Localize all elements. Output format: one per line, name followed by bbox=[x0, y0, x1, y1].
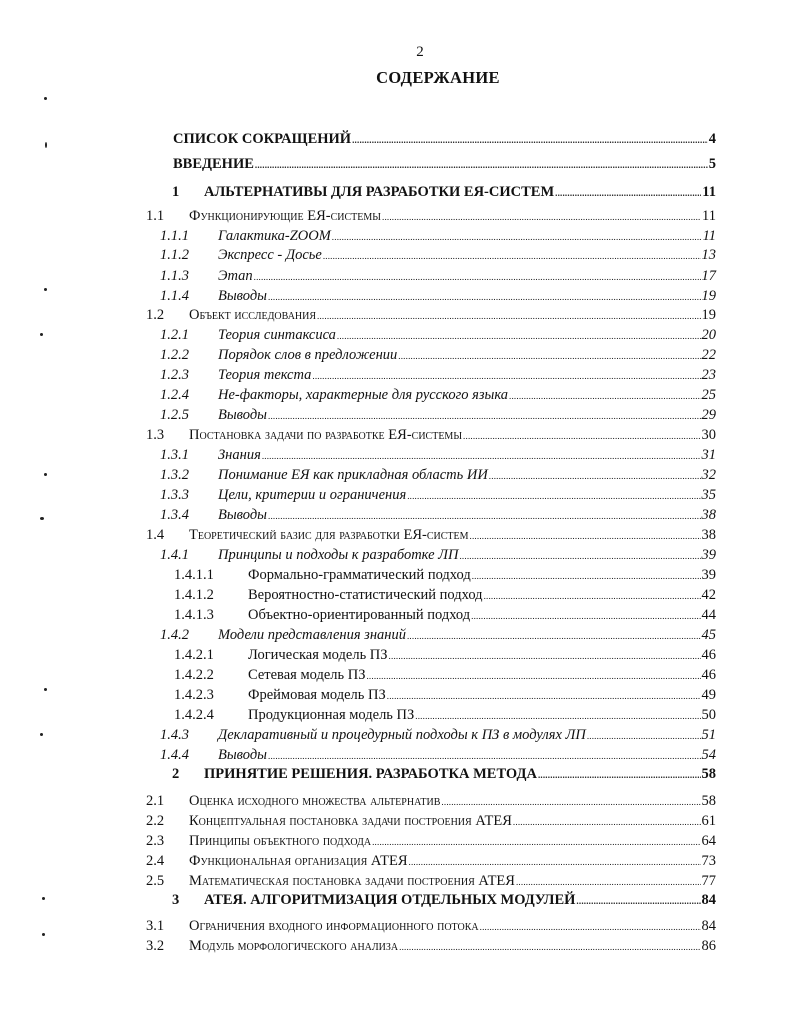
toc-entry-number: 1.4.1 bbox=[160, 547, 189, 563]
toc-entry-page: 39 bbox=[701, 547, 716, 563]
toc-entry-number: 1.4.2.3 bbox=[174, 687, 214, 703]
scan-speck bbox=[40, 733, 43, 736]
toc-entry bbox=[0, 155, 799, 173]
scan-speck bbox=[42, 897, 45, 900]
toc-entry-number: 1.1.3 bbox=[160, 268, 189, 284]
toc-dot-leader bbox=[352, 131, 708, 149]
toc-entry bbox=[0, 526, 799, 544]
toc-entry-number: 1.4.1.1 bbox=[174, 567, 214, 583]
toc-entry-number: 1.1 bbox=[146, 208, 165, 224]
toc-entry-number: 1.2.2 bbox=[160, 347, 189, 363]
toc-entry-number: 1.4.1.2 bbox=[174, 587, 214, 603]
toc-entry bbox=[0, 506, 799, 524]
toc-entry-page: 11 bbox=[702, 208, 716, 224]
toc-dot-leader bbox=[382, 208, 701, 226]
toc-entry-title: Функциональная организация АТЕЯ bbox=[189, 853, 408, 869]
toc-entry-number: 1.1.4 bbox=[160, 288, 189, 304]
toc-entry bbox=[0, 267, 799, 285]
toc-dot-leader bbox=[484, 587, 701, 605]
toc-entry-number: 1.3.1 bbox=[160, 447, 189, 463]
toc-entry-number: 1.3.4 bbox=[160, 507, 189, 523]
page-title: СОДЕРЖАНИЕ bbox=[376, 68, 500, 87]
toc-entry-page: 13 bbox=[701, 247, 716, 263]
toc-entry-title: АЛЬТЕРНАТИВЫ ДЛЯ РАЗРАБОТКИ ЕЯ-СИСТЕМ bbox=[204, 184, 555, 200]
toc-dot-leader bbox=[268, 288, 701, 306]
toc-entry bbox=[0, 486, 799, 504]
toc-entry-title: Порядок слов в предложении bbox=[218, 347, 398, 363]
toc-dot-leader bbox=[471, 607, 700, 625]
toc-entry-number: 1.1.2 bbox=[160, 247, 189, 263]
toc-entry bbox=[0, 832, 799, 850]
toc-entry-page: 46 bbox=[701, 667, 716, 683]
toc-entry-number: 3 bbox=[172, 892, 180, 908]
toc-entry-page: 77 bbox=[701, 873, 716, 889]
toc-entry bbox=[0, 346, 799, 364]
toc-entry-title: Этап bbox=[218, 268, 253, 284]
toc-entry-number: 1.2.1 bbox=[160, 327, 189, 343]
toc-entry-title: Галактика-ZOOM bbox=[218, 228, 331, 244]
toc-entry-page: 73 bbox=[701, 853, 716, 869]
toc-entry-title: Концептуальная постановка задачи построения АТЕЯ bbox=[189, 813, 512, 829]
toc-entry bbox=[0, 872, 799, 890]
toc-entry-number: 1.2.3 bbox=[160, 367, 189, 383]
toc-entry-page: 39 bbox=[701, 567, 716, 583]
scan-speck bbox=[44, 473, 47, 476]
scan-speck bbox=[40, 517, 44, 520]
toc-entry bbox=[0, 246, 799, 264]
toc-dot-leader bbox=[415, 707, 700, 725]
toc-entry-number: 2.4 bbox=[146, 853, 165, 869]
toc-entry-number: 3.1 bbox=[146, 918, 165, 934]
toc-entry bbox=[0, 566, 799, 584]
toc-entry bbox=[0, 183, 799, 201]
toc-entry-page: 29 bbox=[701, 407, 716, 423]
toc-entry-page: 64 bbox=[701, 833, 716, 849]
toc-entry-number: 3.2 bbox=[146, 938, 165, 954]
toc-entry-page: 17 bbox=[701, 268, 716, 284]
toc-dot-leader bbox=[312, 367, 700, 385]
toc-entry bbox=[0, 765, 799, 783]
toc-entry-title: АТЕЯ. АЛГОРИТМИЗАЦИЯ ОТДЕЛЬНЫХ МОДУЛЕЙ bbox=[204, 892, 576, 908]
toc-entry-title: Знания bbox=[218, 447, 261, 463]
toc-entry-number: 1.2.5 bbox=[160, 407, 189, 423]
toc-entry-title: Экспресс - Досье bbox=[218, 247, 322, 263]
toc-dot-leader bbox=[398, 347, 700, 365]
scan-speck bbox=[40, 333, 43, 336]
toc-dot-leader bbox=[407, 487, 700, 505]
toc-entry-number: 1.4.2.1 bbox=[174, 647, 214, 663]
toc-entry-page: 58 bbox=[701, 793, 716, 809]
toc-entry-title: Оценка исходного множества альтернатив bbox=[189, 793, 441, 809]
toc-entry-page: 61 bbox=[701, 813, 716, 829]
toc-entry-page: 19 bbox=[701, 288, 716, 304]
toc-entry-title: Принципы и подходы к разработке ЛП bbox=[218, 547, 459, 563]
toc-entry-page: 84 bbox=[701, 918, 716, 934]
toc-dot-leader bbox=[268, 507, 701, 525]
toc-entry-title: Теория текста bbox=[218, 367, 312, 383]
toc-entry bbox=[0, 686, 799, 704]
toc-dot-leader bbox=[387, 687, 701, 705]
toc-dot-leader bbox=[389, 647, 701, 665]
toc-entry-page: 46 bbox=[701, 647, 716, 663]
toc-entry-title: Принципы объектного подхода bbox=[189, 833, 372, 849]
toc-entry-page: 86 bbox=[701, 938, 716, 954]
toc-entry-title: Логическая модель ПЗ bbox=[248, 647, 388, 663]
toc-entry-page: 20 bbox=[701, 327, 716, 343]
toc-entry-title: Математическая постановка задачи построения АТЕЯ bbox=[189, 873, 515, 889]
toc-entry bbox=[0, 406, 799, 424]
toc-entry-number: 1.2 bbox=[146, 307, 165, 323]
toc-entry-title: Вероятностно-статистический подход bbox=[248, 587, 483, 603]
toc-entry-page: 44 bbox=[701, 607, 716, 623]
toc-entry bbox=[0, 891, 799, 909]
toc-entry-number: 1.4.2 bbox=[160, 627, 189, 643]
toc-entry-title: Выводы bbox=[218, 747, 267, 763]
toc-entry-title: Модели представления знаний bbox=[218, 627, 406, 643]
toc-dot-leader bbox=[268, 407, 701, 425]
toc-entry bbox=[0, 586, 799, 604]
toc-entry-page: 4 bbox=[708, 131, 716, 147]
toc-dot-leader bbox=[399, 938, 700, 956]
toc-entry bbox=[0, 287, 799, 305]
toc-dot-leader bbox=[470, 527, 701, 545]
toc-dot-leader bbox=[323, 247, 701, 265]
toc-entry bbox=[0, 852, 799, 870]
toc-entry-number: 1.2.4 bbox=[160, 387, 189, 403]
toc-entry-title: Понимание ЕЯ как прикладная область ИИ bbox=[218, 467, 488, 483]
toc-entry-title: Выводы bbox=[218, 507, 267, 523]
toc-entry bbox=[0, 446, 799, 464]
toc-entry-title: ПРИНЯТИЕ РЕШЕНИЯ. РАЗРАБОТКА МЕТОДА bbox=[204, 766, 537, 782]
toc-entry-page: 84 bbox=[701, 892, 716, 908]
toc-entry-title: Выводы bbox=[218, 407, 267, 423]
toc-entry bbox=[0, 466, 799, 484]
toc-entry bbox=[0, 917, 799, 935]
toc-entry-number: 2.1 bbox=[146, 793, 165, 809]
toc-entry-number: 1 bbox=[172, 184, 180, 200]
toc-dot-leader bbox=[480, 918, 701, 936]
toc-dot-leader bbox=[407, 627, 701, 645]
toc-entry bbox=[0, 546, 799, 564]
toc-entry-page: 45 bbox=[701, 627, 716, 643]
toc-entry bbox=[0, 426, 799, 444]
toc-dot-leader bbox=[372, 833, 700, 851]
toc-entry bbox=[0, 326, 799, 344]
toc-entry-number: 1.3.3 bbox=[160, 487, 189, 503]
toc-entry bbox=[0, 792, 799, 810]
toc-entry-page: 50 bbox=[701, 707, 716, 723]
scan-speck bbox=[42, 933, 45, 936]
toc-entry-title: Объектно-ориентированный подход bbox=[248, 607, 471, 623]
toc-entry-page: 11 bbox=[702, 184, 716, 200]
page-number: 2 bbox=[416, 44, 424, 60]
toc-dot-leader bbox=[268, 747, 701, 765]
toc-entry-page: 31 bbox=[701, 447, 716, 463]
toc-entry-page: 30 bbox=[701, 427, 716, 443]
toc-entry-title: Ограничения входного информационного потока bbox=[189, 918, 479, 934]
toc-entry bbox=[0, 646, 799, 664]
toc-entry-title: СПИСОК СОКРАЩЕНИЙ bbox=[173, 131, 352, 147]
toc-entry-page: 22 bbox=[701, 347, 716, 363]
toc-entry-number: 1.4.2.4 bbox=[174, 707, 214, 723]
toc-entry-title: Теория синтаксиса bbox=[218, 327, 336, 343]
toc-entry-page: 58 bbox=[701, 766, 716, 782]
toc-entry-page: 38 bbox=[701, 527, 716, 543]
toc-entry bbox=[0, 130, 799, 148]
toc-dot-leader bbox=[459, 547, 700, 565]
toc-entry-number: 2.5 bbox=[146, 873, 165, 889]
toc-entry bbox=[0, 626, 799, 644]
toc-entry-page: 49 bbox=[701, 687, 716, 703]
toc-entry-page: 42 bbox=[701, 587, 716, 603]
toc-dot-leader bbox=[513, 813, 701, 831]
toc-entry bbox=[0, 306, 799, 324]
toc-entry-page: 5 bbox=[708, 156, 716, 172]
toc-entry-number: 1.3.2 bbox=[160, 467, 189, 483]
toc-dot-leader bbox=[441, 793, 700, 811]
toc-dot-leader bbox=[489, 467, 701, 485]
toc-entry-page: 35 bbox=[701, 487, 716, 503]
toc-dot-leader bbox=[576, 892, 700, 910]
scan-speck bbox=[44, 288, 47, 291]
toc-dot-leader bbox=[337, 327, 701, 345]
toc-entry-title: Функционирующие ЕЯ-системы bbox=[189, 208, 381, 224]
toc-entry-page: 11 bbox=[702, 228, 716, 244]
toc-entry bbox=[0, 937, 799, 955]
toc-entry bbox=[0, 746, 799, 764]
scan-speck bbox=[44, 97, 47, 100]
toc-entry bbox=[0, 706, 799, 724]
toc-entry-title: Не-факторы, характерные для русского языка bbox=[218, 387, 509, 403]
toc-entry bbox=[0, 227, 799, 245]
toc-dot-leader bbox=[555, 184, 701, 202]
toc-entry-title: Модуль морфологического анализа bbox=[189, 938, 399, 954]
toc-entry-page: 25 bbox=[701, 387, 716, 403]
toc-entry-title: Цели, критерии и ограничения bbox=[218, 487, 407, 503]
toc-entry bbox=[0, 726, 799, 744]
toc-entry bbox=[0, 812, 799, 830]
toc-dot-leader bbox=[317, 307, 700, 325]
toc-entry-number: 2.2 bbox=[146, 813, 165, 829]
toc-entry bbox=[0, 207, 799, 225]
toc-entry-number: 2 bbox=[172, 766, 180, 782]
scan-speck bbox=[45, 142, 47, 148]
toc-entry-title: Объект исследования bbox=[189, 307, 317, 323]
toc-entry-title: Фреймовая модель ПЗ bbox=[248, 687, 386, 703]
toc-dot-leader bbox=[472, 567, 701, 585]
toc-dot-leader bbox=[516, 873, 701, 891]
toc-dot-leader bbox=[587, 727, 701, 745]
toc-entry-title: Постановка задачи по разработке ЕЯ-системы bbox=[189, 427, 463, 443]
toc-entry-number: 1.4 bbox=[146, 527, 165, 543]
toc-entry-number: 2.3 bbox=[146, 833, 165, 849]
toc-dot-leader bbox=[255, 156, 708, 174]
toc-entry-title: Декларативный и процедурный подходы к ПЗ в модулях ЛП bbox=[218, 727, 586, 743]
toc-entry bbox=[0, 366, 799, 384]
toc-entry-title: Выводы bbox=[218, 288, 267, 304]
toc-entry-number: 1.4.2.2 bbox=[174, 667, 214, 683]
toc-entry-page: 51 bbox=[701, 727, 716, 743]
toc-entry-number: 1.4.3 bbox=[160, 727, 189, 743]
toc-entry-page: 54 bbox=[701, 747, 716, 763]
toc-entry-page: 32 bbox=[701, 467, 716, 483]
toc-entry-number: 1.3 bbox=[146, 427, 165, 443]
toc-entry-title: ВВЕДЕНИЕ bbox=[173, 156, 254, 172]
toc-dot-leader bbox=[262, 447, 701, 465]
toc-entry-number: 1.1.1 bbox=[160, 228, 189, 244]
toc-entry-page: 19 bbox=[701, 307, 716, 323]
toc-entry bbox=[0, 606, 799, 624]
toc-entry-page: 38 bbox=[701, 507, 716, 523]
scan-speck bbox=[44, 688, 47, 691]
toc-entry-title: Формально-грамматический подход bbox=[248, 567, 471, 583]
toc-dot-leader bbox=[366, 667, 700, 685]
toc-dot-leader bbox=[463, 427, 700, 445]
toc-entry-title: Теоретический базис для разработки ЕЯ-систем bbox=[189, 527, 469, 543]
toc-dot-leader bbox=[254, 268, 701, 286]
toc-entry bbox=[0, 386, 799, 404]
toc-dot-leader bbox=[538, 766, 701, 784]
toc-entry-number: 1.4.4 bbox=[160, 747, 189, 763]
toc-entry-number: 1.4.1.3 bbox=[174, 607, 214, 623]
toc-dot-leader bbox=[332, 228, 702, 246]
toc-dot-leader bbox=[409, 853, 701, 871]
toc-dot-leader bbox=[509, 387, 700, 405]
toc-entry-page: 23 bbox=[701, 367, 716, 383]
toc-entry bbox=[0, 666, 799, 684]
toc-entry-title: Сетевая модель ПЗ bbox=[248, 667, 366, 683]
toc-entry-title: Продукционная модель ПЗ bbox=[248, 707, 415, 723]
